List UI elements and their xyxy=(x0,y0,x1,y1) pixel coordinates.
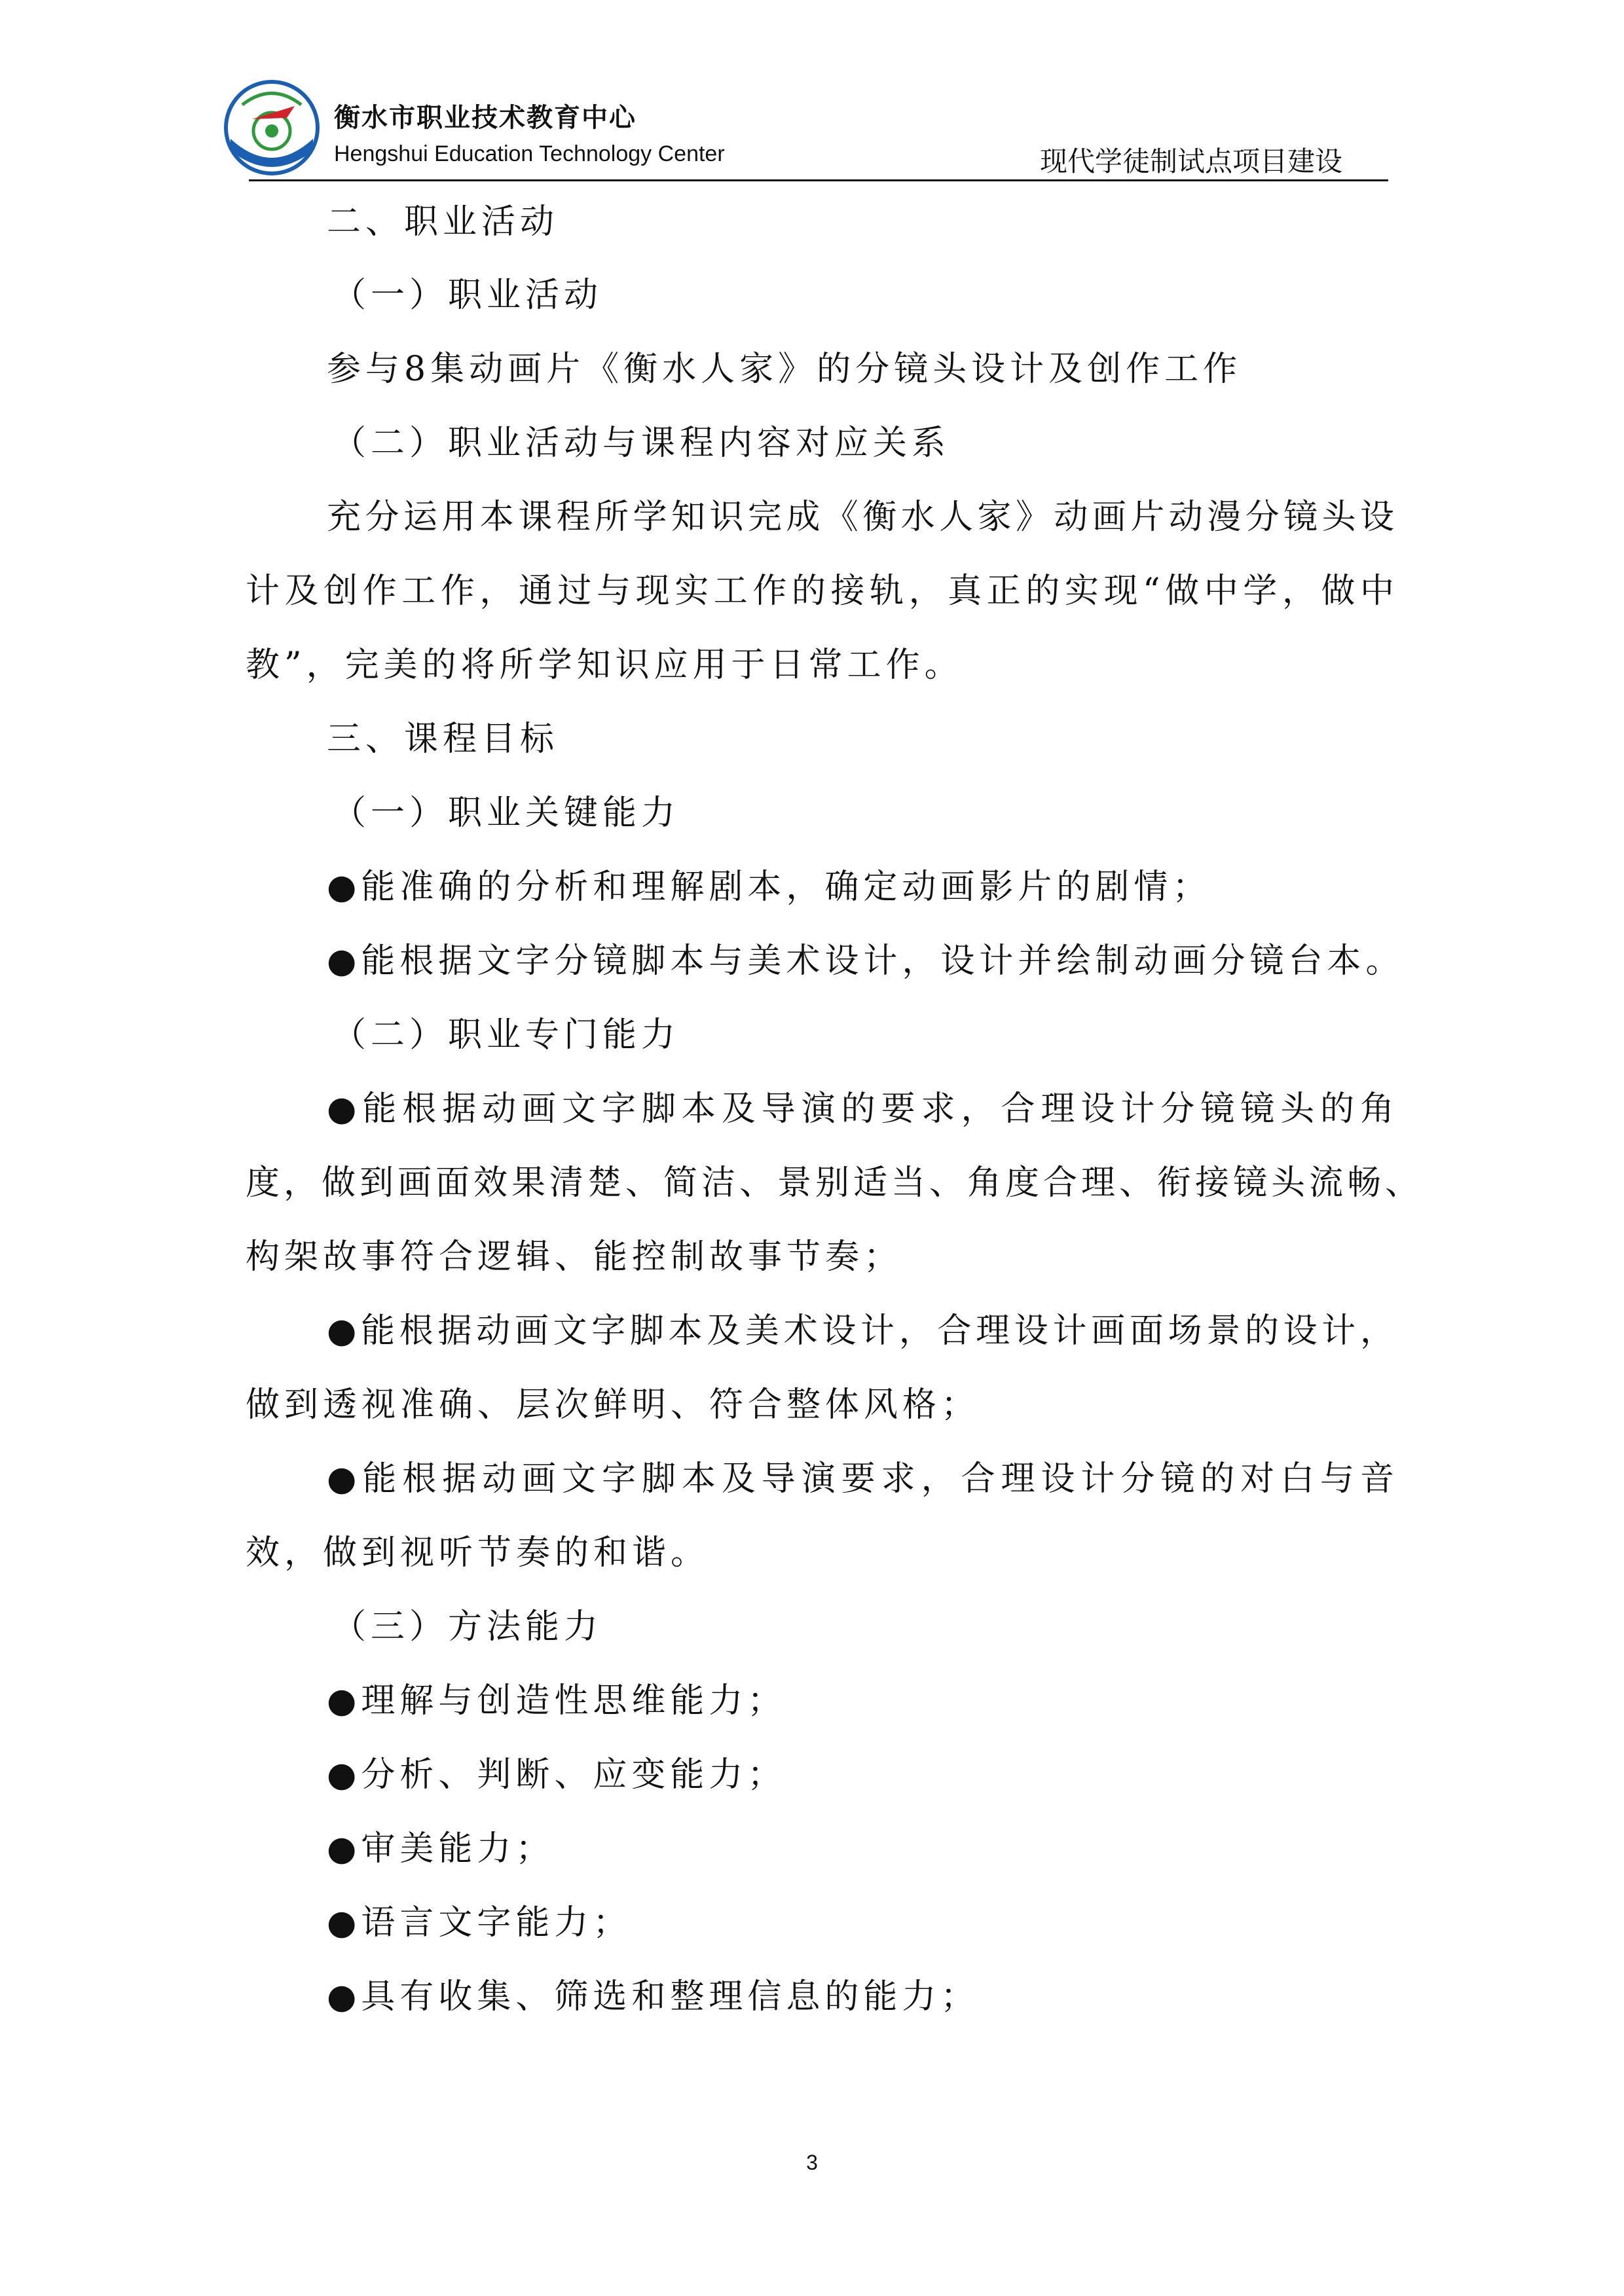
project-title: 现代学徒制试点项目建设 xyxy=(1039,145,1342,177)
bullet-item: ●语言文字能力； xyxy=(327,1903,632,1942)
subsection-heading: （二）职业活动与课程内容对应关系 xyxy=(332,424,951,463)
organization-name-english: Hengshui Education Technology Center xyxy=(334,141,725,166)
bullet-item: ●能准确的分析和理解剧本，确定动画影片的剧情； xyxy=(327,867,1211,907)
paragraph-line: 充分运用本课程所学知识完成《衡水人家》动画片动漫分镜头设 xyxy=(327,498,1398,537)
school-logo xyxy=(223,79,321,177)
page-number: 3 xyxy=(806,2151,818,2174)
subsection-heading: （一）职业活动 xyxy=(332,276,603,315)
bullet-item: ●能根据文字分镜脚本与美术设计，设计并绘制动画分镜台本。 xyxy=(327,941,1405,981)
paragraph-line: 构架故事符合逻辑、能控制故事节奏； xyxy=(246,1237,903,1277)
paragraph-line: 教”，完美的将所学知识应用于日常工作。 xyxy=(246,646,963,685)
bullet-item: ●分析、判断、应变能力； xyxy=(327,1755,786,1795)
subsection-heading: （二）职业专门能力 xyxy=(332,1015,680,1055)
bullet-item: ●理解与创造性思维能力； xyxy=(327,1681,786,1721)
paragraph-line: 计及创作工作，通过与现实工作的接轨，真正的实现“做中学，做中 xyxy=(246,572,1398,611)
subsection-heading: （三）方法能力 xyxy=(332,1607,603,1647)
subsection-heading: （一）职业关键能力 xyxy=(332,793,680,833)
header-rule xyxy=(249,179,1388,181)
section-heading: 二、职业活动 xyxy=(327,202,559,242)
paragraph-line: 效，做到视听节奏的和谐。 xyxy=(246,1533,710,1573)
bullet-item: ●能根据动画文字脚本及导演要求，合理设计分镜的对白与音 xyxy=(327,1459,1398,1499)
paragraph-line: 参与8集动画片《衡水人家》的分镜头设计及创作工作 xyxy=(327,350,1242,389)
section-heading: 三、课程目标 xyxy=(327,720,559,759)
paragraph-line: 做到透视准确、层次鲜明、符合整体风格； xyxy=(246,1385,980,1425)
bullet-item: ●具有收集、筛选和整理信息的能力； xyxy=(327,1977,980,2016)
bullet-item: ●能根据动画文字脚本及美术设计，合理设计画面场景的设计， xyxy=(327,1311,1398,1351)
organization-name-chinese: 衡水市职业技术教育中心 xyxy=(334,103,637,133)
bullet-item: ●能根据动画文字脚本及导演的要求，合理设计分镜镜头的角 xyxy=(327,1089,1398,1129)
bullet-item: ●审美能力； xyxy=(327,1829,555,1868)
paragraph-line: 度，做到画面效果清楚、简洁、景别适当、角度合理、衔接镜头流畅、 xyxy=(246,1163,1424,1203)
